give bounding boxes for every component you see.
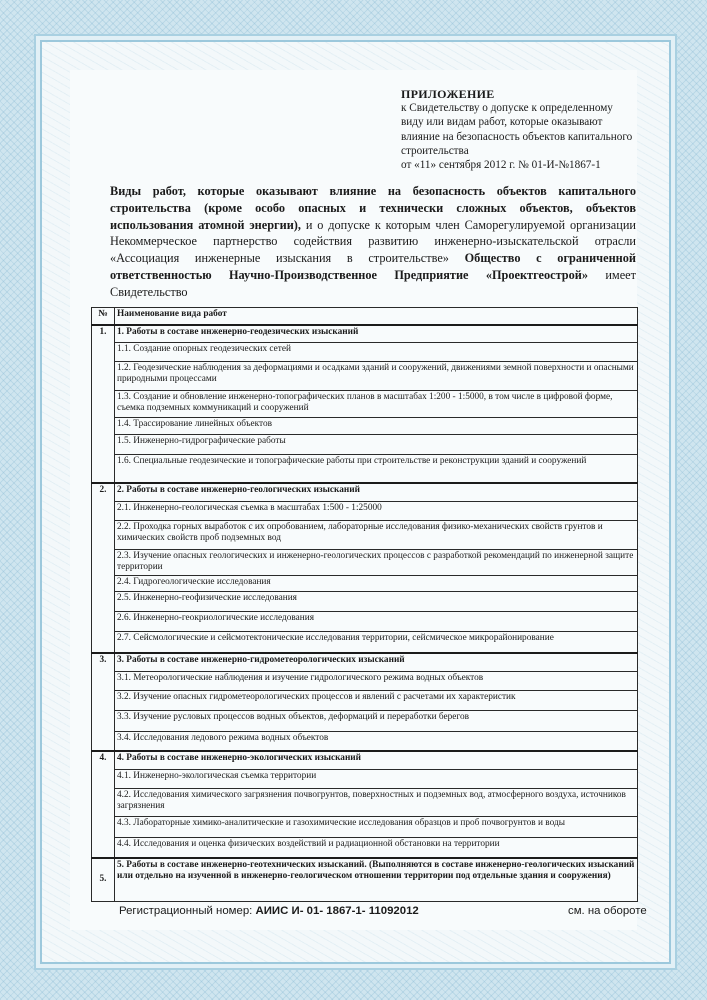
table-row: [92, 690, 638, 710]
work-item: 2.2. Проходка горных выработок с их опробованием, лабораторные исследования физико-механических свойств грунтов и химических свойств проб подземных вод: [115, 521, 638, 550]
table-section-row: [92, 483, 638, 502]
appendix-line: влияние на безопасность объектов капитального: [401, 130, 633, 143]
work-item: 2.6. Инженерно-геокриологические исследования: [115, 611, 638, 631]
work-item: 1.2. Геодезические наблюдения за деформациями и осадками зданий и сооружений, движениями земной поверхности и опасными природными процессами: [115, 362, 638, 391]
appendix-header: [401, 87, 641, 172]
appendix-line: виду или видам работ, которые оказывают: [401, 116, 603, 129]
table-section-row: [92, 325, 638, 343]
section-title: 3. Работы в составе инженерно-гидрометеорологических изысканий: [115, 653, 638, 672]
section-number: 5.: [92, 858, 115, 902]
work-item: 4.1. Инженерно-экологическая съемка территории: [115, 769, 638, 788]
work-item: 2.7. Сейсмологические и сейсмотектонические исследования территории, сейсмическое микрорайонирование: [115, 631, 638, 653]
work-item: 2.5. Инженерно-геофизические исследования: [115, 591, 638, 611]
work-item: 1.1. Создание опорных геодезических сетей: [115, 343, 638, 362]
works-table-body: [92, 325, 638, 901]
section-number: 2.: [92, 483, 115, 653]
registration-label: Регистрационный номер:: [119, 905, 256, 917]
work-item: 4.3. Лабораторные химико-аналитические и газохимические исследования образцов и проб почвогрунтов и воды: [115, 816, 638, 837]
appendix-title: ПРИЛОЖЕНИЕ: [401, 87, 495, 101]
work-item: 3.3. Изучение русловых процессов водных объектов, деформаций и переработки берегов: [115, 710, 638, 731]
work-item: 1.5. Инженерно-гидрографические работы: [115, 435, 638, 455]
work-item: 4.4. Исследования и оценка физических воздействий и радиационной обстановки на территории: [115, 837, 638, 858]
intro-paragraph: [110, 183, 636, 301]
section-number: 4.: [92, 751, 115, 858]
section-title: 1. Работы в составе инженерно-геодезических изысканий: [115, 325, 638, 343]
table-row: [92, 391, 638, 418]
table-row: [92, 455, 638, 484]
table-section-row: [92, 858, 638, 902]
section-title: 2. Работы в составе инженерно-геологических изысканий: [115, 483, 638, 502]
table-row: [92, 343, 638, 362]
intro-text-member: и о допуске к которым член Саморегулируемой организации Некоммерческое партнерство содействия развитию инженерно-изыскательской отрасли «Ассоциация инженерные изыскания в строительстве»: [110, 217, 636, 266]
section-number: 3.: [92, 653, 115, 751]
appendix-line: строительства: [401, 144, 469, 157]
registration-number: [119, 905, 419, 917]
work-item: 2.3. Изучение опасных геологических и инженерно-геологических процессов с разработкой рекомендаций по инженерной защите территории: [115, 550, 638, 576]
table-row: [92, 362, 638, 391]
table-section-row: [92, 751, 638, 770]
table-row: [92, 769, 638, 788]
work-item: 3.4. Исследования ледового режима водных объектов: [115, 731, 638, 751]
table-row: [92, 591, 638, 611]
table-row: [92, 575, 638, 591]
table-header-row: [92, 308, 638, 326]
table-row: [92, 671, 638, 690]
section-number: 1.: [92, 325, 115, 483]
work-item: 3.1. Метеорологические наблюдения и изучение гидрологического режима водных объектов: [115, 671, 638, 690]
table-row: [92, 731, 638, 751]
work-item: 3.2. Изучение опасных гидрометеорологических процессов и явлений с расчетами их характеристик: [115, 690, 638, 710]
intro-bold-company: Общество с ограниченной ответственностью Научно-Производственное Предприятие «Проектгеострой»: [110, 251, 636, 282]
works-table: [91, 307, 638, 902]
work-item: 1.6. Специальные геодезические и топографические работы при строительстве и реконструкции зданий и сооружений: [115, 455, 638, 484]
work-item: 1.3. Создание и обновление инженерно-топографических планов в масштабах 1:200 - 1:5000, в том числе в цифровой форме, съемка подземных коммуникаций и сооружений: [115, 391, 638, 418]
table-section-row: [92, 653, 638, 672]
see-reverse-note: см. на обороте: [568, 905, 647, 917]
appendix-line: от «11» сентября 2012 г. № 01-И-№1867-1: [401, 159, 601, 172]
section-title: 5. Работы в составе инженерно-геотехнических изысканий. (Выполняются в составе инженерно-геологических изысканий или отдельно на изученной в инженерно-геологическом отношении территории под отдельные здания и сооружения): [115, 858, 638, 902]
table-row: [92, 631, 638, 653]
table-row: [92, 502, 638, 521]
work-item: 4.2. Исследования химического загрязнения почвогрунтов, поверхностных и подземных вод, атмосферного воздуха, источников загрязнения: [115, 788, 638, 816]
table-row: [92, 418, 638, 435]
col-header-name: Наименование вида работ: [115, 308, 638, 326]
table-row: [92, 816, 638, 837]
table-row: [92, 788, 638, 816]
table-row: [92, 837, 638, 858]
section-title: 4. Работы в составе инженерно-экологических изысканий: [115, 751, 638, 770]
table-row: [92, 521, 638, 550]
intro-text-end: имеет Свидетельство: [110, 267, 636, 299]
table-row: [92, 550, 638, 576]
registration-value: АИИС И- 01- 1867-1- 11092012: [255, 905, 419, 917]
work-item: 2.4. Гидрогеологические исследования: [115, 575, 638, 591]
work-item: 2.1. Инженерно-геологическая съемка в масштабах 1:500 - 1:25000: [115, 502, 638, 521]
work-item: 1.4. Трассирование линейных объектов: [115, 418, 638, 435]
appendix-line: к Свидетельству о допуске к определенному: [401, 102, 613, 115]
table-row: [92, 710, 638, 731]
col-header-num: №: [92, 308, 115, 326]
table-row: [92, 435, 638, 455]
table-row: [92, 611, 638, 631]
intro-bold-scope: Виды работ, которые оказывают влияние на безопасность объектов капитального строительства (кроме особо опасных и технически сложных объектов, объектов использования атомной энергии),: [110, 184, 636, 232]
